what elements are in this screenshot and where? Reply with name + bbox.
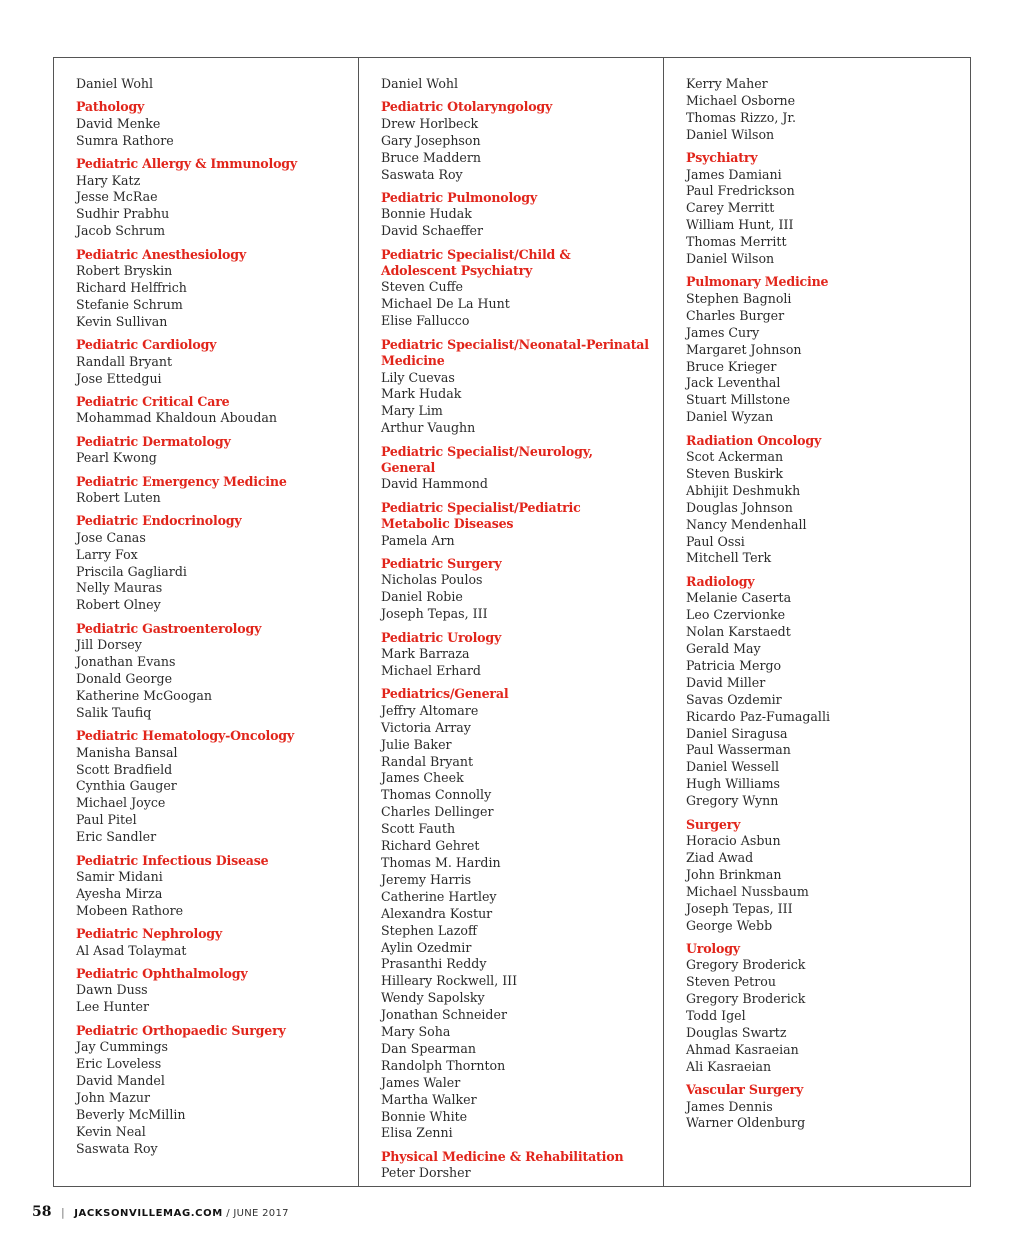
physician-name: Randall Bryant bbox=[76, 353, 173, 369]
physician-name: Jacob Schrum bbox=[76, 223, 166, 239]
physician-name: Salik Taufiq bbox=[76, 704, 152, 720]
physician-name: Daniel Wessell bbox=[686, 759, 780, 775]
physician-name: David Hammond bbox=[381, 476, 488, 492]
specialty-heading: Radiation Oncology bbox=[686, 432, 822, 448]
site-url: JACKSONVILLEMAG.COM bbox=[74, 1208, 223, 1219]
physician-name: Todd Igel bbox=[686, 1008, 746, 1024]
physician-name: Samir Midani bbox=[76, 868, 163, 884]
physician-name: Mobeen Rathore bbox=[76, 902, 184, 918]
physician-name: Jay Cummings bbox=[76, 1039, 168, 1055]
column-1 bbox=[54, 58, 358, 1186]
physician-name: Gary Josephson bbox=[381, 132, 481, 148]
specialty-heading: Pediatric Nephrology bbox=[76, 926, 223, 942]
physician-name: Jeremy Harris bbox=[381, 871, 472, 887]
physician-name: Dan Spearman bbox=[381, 1040, 476, 1056]
page-footer bbox=[32, 1204, 289, 1220]
physician-name: Daniel Wohl bbox=[76, 76, 154, 91]
physician-name: Nelly Mauras bbox=[76, 580, 163, 596]
physician-name: Daniel Siragusa bbox=[686, 725, 788, 741]
specialty-heading: Pediatric Gastroenterology bbox=[76, 620, 262, 636]
physician-name: Sudhir Prabhu bbox=[76, 206, 170, 222]
physician-name: Scott Fauth bbox=[381, 821, 456, 837]
physician-name: Bruce Krieger bbox=[686, 358, 777, 374]
physician-name: Jose Canas bbox=[76, 529, 146, 545]
physician-name: Stuart Millstone bbox=[686, 392, 791, 408]
specialty-heading: Surgery bbox=[686, 816, 741, 832]
physician-name: Thomas Rizzo, Jr. bbox=[686, 109, 797, 125]
physician-name: Gregory Wynn bbox=[686, 793, 779, 809]
physician-name: Melanie Caserta bbox=[686, 590, 792, 606]
physician-name: Ahmad Kasraeian bbox=[686, 1041, 799, 1057]
physician-name: Wendy Sapolsky bbox=[381, 990, 485, 1006]
physician-name: David Miller bbox=[686, 674, 766, 690]
physician-name: Ali Kasraeian bbox=[686, 1058, 772, 1074]
physician-name: Kevin Neal bbox=[76, 1123, 146, 1139]
physician-name: Mohammad Khaldoun Aboudan bbox=[76, 410, 278, 426]
physician-name: Paul Ossi bbox=[686, 533, 745, 549]
physician-name: James Cheek bbox=[381, 770, 464, 786]
physician-name: James Cury bbox=[686, 324, 760, 340]
specialty-heading: Pediatric Anesthesiology bbox=[76, 246, 246, 262]
physician-name: Eric Loveless bbox=[76, 1056, 162, 1072]
physician-name: Ziad Awad bbox=[686, 849, 754, 865]
physician-name: Michael De La Hunt bbox=[381, 296, 510, 312]
physician-name: Peter Dorsher bbox=[381, 1165, 471, 1181]
physician-name: Scot Ackerman bbox=[686, 449, 784, 465]
physician-name: Richard Gehret bbox=[381, 838, 480, 854]
physician-name: Paul Fredrickson bbox=[686, 183, 795, 199]
physician-name: Mark Barraza bbox=[381, 646, 470, 662]
physician-name: Manisha Bansal bbox=[76, 744, 178, 760]
physician-name: John Brinkman bbox=[686, 866, 782, 882]
physician-name: Michael Osborne bbox=[686, 92, 796, 108]
specialty-heading: Pediatric Pulmonology bbox=[381, 189, 537, 205]
physician-name: Mark Hudak bbox=[381, 386, 462, 402]
physician-name: Hugh Williams bbox=[686, 776, 781, 792]
issue-date: / JUNE 2017 bbox=[226, 1208, 289, 1219]
physician-name: Drew Horlbeck bbox=[381, 115, 479, 131]
specialty-heading: Pediatric Critical Care bbox=[76, 393, 230, 409]
physician-name: Robert Olney bbox=[76, 597, 161, 613]
physician-name: Paul Wasserman bbox=[686, 742, 791, 758]
physician-name: Catherine Hartley bbox=[381, 888, 497, 904]
physician-name: Jonathan Evans bbox=[76, 654, 176, 670]
physician-name: Steven Petrou bbox=[686, 974, 776, 990]
physician-name: James Dennis bbox=[686, 1098, 773, 1114]
physician-name: Randolph Thornton bbox=[381, 1057, 506, 1073]
physician-name: Gerald May bbox=[686, 641, 761, 656]
physician-name: Steven Cuffe bbox=[381, 279, 463, 295]
physician-name: Gregory Broderick bbox=[686, 957, 806, 973]
physician-name: Robert Bryskin bbox=[76, 263, 173, 279]
physician-name: Jonathan Schneider bbox=[381, 1007, 507, 1023]
physician-name: Douglas Swartz bbox=[686, 1024, 787, 1040]
physician-name: William Hunt, III bbox=[686, 217, 794, 233]
physician-name: Daniel Wilson bbox=[686, 251, 775, 267]
physician-name: Thomas Merritt bbox=[686, 234, 787, 250]
physician-name: George Webb bbox=[686, 917, 773, 933]
specialty-heading: Pediatric Endocrinology bbox=[76, 513, 242, 529]
physician-name: Joseph Tepas, III bbox=[381, 606, 488, 622]
specialty-heading: Pediatric Hematology-Oncology bbox=[76, 728, 295, 744]
physician-name: Warner Oldenburg bbox=[686, 1115, 806, 1131]
specialty-heading: Pediatric Dermatology bbox=[76, 433, 231, 449]
physician-name: Pamela Arn bbox=[381, 532, 455, 548]
physician-name: Stefanie Schrum bbox=[76, 296, 183, 312]
physician-name: Sumra Rathore bbox=[76, 132, 174, 148]
physician-name: Mitchell Terk bbox=[686, 550, 772, 566]
physician-name: Michael Erhard bbox=[381, 663, 481, 678]
physician-name: Stephen Bagnoli bbox=[686, 290, 792, 306]
physician-name: David Schaeffer bbox=[381, 223, 483, 239]
physician-name: Elisa Zenni bbox=[381, 1125, 453, 1141]
physician-name: David Menke bbox=[76, 115, 161, 131]
physician-name: Pearl Kwong bbox=[76, 450, 157, 466]
physician-name: Saswata Roy bbox=[76, 1140, 158, 1156]
physician-name: Lee Hunter bbox=[76, 999, 150, 1015]
physician-name: James Waler bbox=[381, 1074, 461, 1090]
physician-name: Douglas Johnson bbox=[686, 499, 793, 515]
physician-name: Ricardo Paz-Fumagalli bbox=[686, 708, 830, 724]
physician-name: Randal Bryant bbox=[381, 753, 474, 769]
specialty-heading: Pediatric Surgery bbox=[381, 556, 502, 572]
physician-name: Ayesha Mirza bbox=[76, 885, 163, 901]
physician-name: Saswata Roy bbox=[381, 166, 463, 182]
physician-name: Scott Bradfield bbox=[76, 761, 173, 777]
specialty-heading: Radiology bbox=[686, 573, 755, 589]
specialty-heading: Pediatric Specialist/Pediatric Metabolic Diseases bbox=[381, 499, 581, 532]
physician-name: James Damiani bbox=[686, 166, 782, 182]
physician-name: John Mazur bbox=[76, 1089, 151, 1105]
specialty-heading: Urology bbox=[686, 940, 740, 956]
physician-name: Mary Lim bbox=[381, 403, 443, 419]
physician-name: Lily Cuevas bbox=[381, 369, 455, 385]
physician-name: Carey Merritt bbox=[686, 200, 775, 216]
specialty-heading: Pediatric Specialist/Neonatal-Perinatal Medicine bbox=[381, 336, 649, 369]
specialty-heading: Pediatric Infectious Disease bbox=[76, 852, 269, 868]
physician-name: Robert Luten bbox=[76, 489, 161, 505]
physician-name: Al Asad Tolaymat bbox=[76, 942, 187, 958]
physician-name: Larry Fox bbox=[76, 546, 138, 562]
physician-name: Beverly McMillin bbox=[76, 1106, 186, 1122]
physician-name: Horacio Asbun bbox=[686, 832, 781, 848]
physician-name: Aylin Ozedmir bbox=[381, 939, 472, 955]
physician-name: Arthur Vaughn bbox=[381, 420, 476, 436]
physician-name: Kerry Maher bbox=[686, 76, 768, 91]
physician-name: Bruce Maddern bbox=[381, 149, 482, 165]
physician-name: Jack Leventhal bbox=[686, 375, 781, 391]
specialty-heading: Pediatric Otolaryngology bbox=[381, 99, 553, 115]
physician-name: Martha Walker bbox=[381, 1091, 477, 1107]
physician-name: Hary Katz bbox=[76, 172, 141, 188]
physician-name: Leo Czervionke bbox=[686, 607, 786, 623]
physician-name: Bonnie White bbox=[381, 1108, 468, 1124]
specialty-heading: Pediatric Ophthalmology bbox=[76, 966, 248, 981]
physician-name: Abhijit Deshmukh bbox=[686, 482, 801, 498]
physician-name: Savas Ozdemir bbox=[686, 691, 782, 707]
specialty-heading: Pediatric Cardiology bbox=[76, 337, 217, 353]
physician-name: Charles Dellinger bbox=[381, 804, 494, 820]
physician-name: David Mandel bbox=[76, 1072, 165, 1088]
physician-name: Dawn Duss bbox=[76, 982, 148, 998]
specialty-heading: Pulmonary Medicine bbox=[686, 274, 829, 290]
physician-name: Michael Joyce bbox=[76, 795, 166, 811]
physician-name: Joseph Tepas, III bbox=[686, 900, 793, 916]
column-2 bbox=[358, 58, 663, 1186]
physician-name: Priscila Gagliardi bbox=[76, 563, 187, 579]
physician-name: Daniel Robie bbox=[381, 589, 463, 605]
physician-name: Hilleary Rockwell, III bbox=[381, 973, 518, 989]
physician-name: Paul Pitel bbox=[76, 812, 137, 828]
physician-name: Charles Burger bbox=[686, 307, 785, 323]
physician-name: Kevin Sullivan bbox=[76, 313, 168, 329]
physician-name: Katherine McGoogan bbox=[76, 687, 213, 703]
physician-name: Daniel Wilson bbox=[686, 126, 775, 142]
specialty-heading: Physical Medicine & Rehabilitation bbox=[381, 1148, 624, 1164]
directory-frame bbox=[53, 57, 971, 1187]
specialty-heading: Pediatric Orthopaedic Surgery bbox=[76, 1022, 286, 1038]
specialty-heading: Pediatrics/General bbox=[381, 686, 509, 702]
physician-name: Julie Baker bbox=[381, 736, 452, 752]
physician-name: Nolan Karstaedt bbox=[686, 624, 791, 640]
physician-name: Nancy Mendenhall bbox=[686, 516, 807, 532]
physician-name: Steven Buskirk bbox=[686, 465, 783, 481]
physician-name: Michael Nussbaum bbox=[686, 883, 809, 899]
physician-name: Daniel Wohl bbox=[381, 76, 459, 91]
specialty-heading: Pediatric Allergy & Immunology bbox=[76, 156, 297, 172]
physician-name: Richard Helffrich bbox=[76, 279, 187, 295]
specialty-heading: Pediatric Emergency Medicine bbox=[76, 473, 287, 489]
physician-name: Bonnie Hudak bbox=[381, 206, 472, 222]
footer-separator: | bbox=[60, 1206, 65, 1219]
physician-name: Margaret Johnson bbox=[686, 341, 802, 357]
physician-name: Patricia Mergo bbox=[686, 657, 782, 673]
specialty-heading: Pathology bbox=[76, 99, 145, 115]
specialty-heading: Vascular Surgery bbox=[686, 1082, 804, 1098]
physician-name: Jesse McRae bbox=[76, 189, 158, 205]
physician-name: Daniel Wyzan bbox=[686, 409, 774, 425]
specialty-heading: Pediatric Urology bbox=[381, 629, 502, 645]
physician-name: Donald George bbox=[76, 671, 173, 686]
physician-name: Jose Ettedgui bbox=[76, 370, 162, 386]
physician-name: Gregory Broderick bbox=[686, 991, 806, 1007]
physician-name: Victoria Array bbox=[381, 719, 471, 735]
physician-name: Jeffry Altomare bbox=[381, 702, 479, 718]
physician-name: Elise Fallucco bbox=[381, 313, 470, 329]
specialty-heading: Psychiatry bbox=[686, 150, 758, 166]
physician-name: Cynthia Gauger bbox=[76, 778, 177, 794]
physician-name: Thomas M. Hardin bbox=[381, 854, 501, 870]
physician-name: Alexandra Kostur bbox=[381, 905, 493, 921]
physician-name: Prasanthi Reddy bbox=[381, 956, 487, 972]
physician-name: Thomas Connolly bbox=[381, 787, 492, 803]
specialty-heading: Pediatric Specialist/Child & Adolescent Psychiatry bbox=[381, 246, 571, 279]
physician-name: Jill Dorsey bbox=[76, 637, 142, 653]
physician-name: Nicholas Poulos bbox=[381, 572, 483, 588]
physician-name: Mary Soha bbox=[381, 1024, 451, 1040]
physician-name: Eric Sandler bbox=[76, 829, 157, 845]
physician-name: Stephen Lazoff bbox=[381, 922, 477, 938]
column-3 bbox=[663, 58, 970, 1186]
page-number: 58 bbox=[32, 1204, 52, 1220]
specialty-heading: Pediatric Specialist/Neurology, General bbox=[381, 443, 593, 476]
